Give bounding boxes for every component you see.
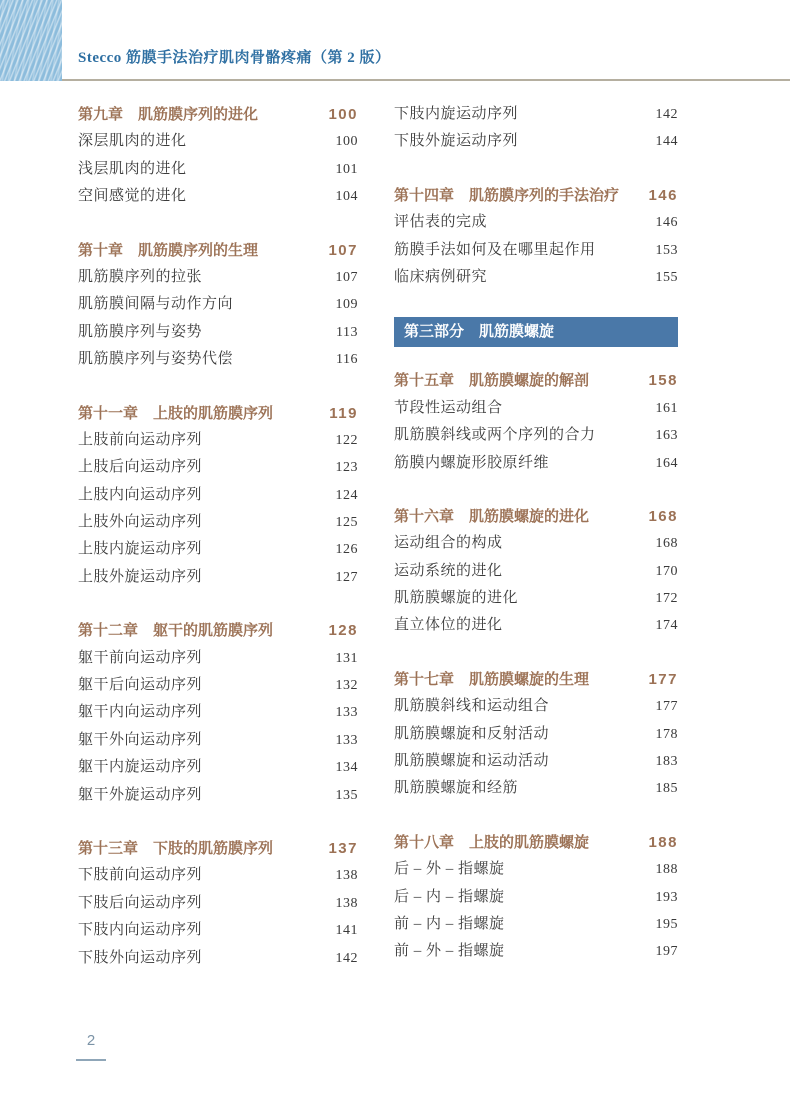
toc-entry: [394, 884, 678, 911]
chapter-heading-page-number: 107: [328, 241, 358, 259]
toc-entry-label: 浅层肌肉的进化: [78, 160, 187, 177]
chapter-heading-page-number: 128: [328, 622, 358, 640]
toc-section: [394, 182, 678, 292]
toc-entry-page-number: 170: [655, 563, 678, 579]
chapter-heading: [394, 666, 678, 693]
chapter-heading: [78, 400, 358, 427]
toc-entry: [394, 721, 678, 748]
chapter-heading-page-number: 158: [648, 372, 678, 390]
toc-entry-label: 肌筋膜序列的拉张: [78, 268, 203, 285]
toc-entry-label: 上肢外向运动序列: [78, 514, 203, 531]
toc-entry-page-number: 178: [655, 726, 678, 742]
toc-entry-page-number: 125: [335, 515, 358, 531]
toc-entry-page-number: 177: [655, 699, 678, 715]
chapter-heading-label: 第十三章 下肢的肌筋膜序列: [78, 839, 274, 857]
toc-entry-label: 上肢内向运动序列: [78, 486, 203, 503]
toc-column-right: [394, 101, 678, 966]
chapter-heading-page-number: 100: [328, 106, 358, 123]
toc-entry-label: 躯干外旋运动序列: [78, 786, 203, 803]
toc-entry: [78, 264, 358, 291]
toc-entry-label: 下肢外旋运动序列: [394, 133, 519, 150]
toc-entry: [78, 183, 358, 210]
toc-entry: [394, 748, 678, 775]
toc-entry-label: 躯干内旋运动序列: [78, 759, 203, 776]
toc-entry-label: 肌筋膜间隔与动作方向: [78, 296, 234, 313]
toc-entry-label: 深层肌肉的进化: [78, 133, 187, 150]
toc-entry-page-number: 193: [655, 889, 678, 905]
chapter-heading-page-number: 168: [648, 507, 678, 525]
toc-entry-label: 肌筋膜螺旋和反射活动: [394, 725, 550, 742]
toc-entry-label: 躯干后向运动序列: [78, 677, 203, 694]
toc-entry-label: 下肢后向运动序列: [78, 894, 203, 911]
toc-entry-label: 肌筋膜序列与姿势代偿: [78, 351, 234, 368]
toc-entry-label: 前 – 内 – 指螺旋: [394, 915, 505, 932]
toc-entry-page-number: 164: [655, 455, 678, 471]
toc-entry: [78, 346, 358, 373]
toc-entry-label: 上肢前向运动序列: [78, 431, 203, 448]
toc-entry-page-number: 146: [655, 215, 678, 231]
toc-entry-page-number: 100: [335, 134, 358, 150]
toc-entry: [78, 862, 358, 889]
chapter-heading-page-number: 137: [328, 839, 358, 857]
chapter-heading-label: 第十七章 肌筋膜螺旋的生理: [394, 670, 590, 688]
chapter-heading-label: 第十二章 躯干的肌筋膜序列: [78, 622, 274, 640]
toc-entry-label: 上肢后向运动序列: [78, 459, 203, 476]
chapter-heading-label: 第十六章 肌筋膜螺旋的进化: [394, 507, 590, 525]
toc-entry: [394, 938, 678, 965]
toc-entry-label: 筋膜手法如何及在哪里起作用: [394, 241, 596, 258]
toc-entry: [394, 101, 678, 128]
chapter-heading-label: 第十一章 上肢的肌筋膜序列: [78, 404, 274, 422]
chapter-heading: [394, 182, 678, 209]
toc-entry-label: 评估表的完成: [394, 214, 488, 231]
toc-entry: [78, 672, 358, 699]
wave-decoration: [0, 0, 62, 81]
toc-entry-label: 节段性运动组合: [394, 399, 503, 416]
toc-column-left: [78, 101, 358, 972]
chapter-heading-label: 第十八章 上肢的肌筋膜螺旋: [394, 833, 590, 851]
toc-entry-label: 肌筋膜斜线和运动组合: [394, 698, 550, 715]
toc-entry: [78, 564, 358, 591]
toc-entry-label: 肌筋膜斜线或两个序列的合力: [394, 427, 596, 444]
toc-section: [78, 101, 358, 211]
toc-entry: [78, 482, 358, 509]
toc-entry: [394, 775, 678, 802]
toc-entry-page-number: 138: [335, 895, 358, 911]
toc-entry-label: 上肢外旋运动序列: [78, 568, 203, 585]
toc-entry: [394, 856, 678, 883]
toc-entry-label: 后 – 内 – 指螺旋: [394, 888, 505, 905]
toc-entry-page-number: 113: [336, 324, 358, 340]
toc-entry-page-number: 195: [655, 916, 678, 932]
toc-entry-page-number: 174: [655, 618, 678, 634]
toc-section: [78, 617, 358, 809]
toc-entry-label: 下肢外向运动序列: [78, 949, 203, 966]
toc-entry-page-number: 138: [335, 868, 358, 884]
toc-entry: [78, 645, 358, 672]
toc-entry: [78, 699, 358, 726]
toc-entry-label: 筋膜内螺旋形胶原纤维: [394, 454, 550, 471]
toc-entry: [78, 890, 358, 917]
toc-entry: [78, 754, 358, 781]
toc-section: [78, 400, 358, 592]
chapter-heading: [394, 367, 678, 394]
toc-entry: [394, 612, 678, 639]
toc-entry-page-number: 197: [655, 944, 678, 960]
toc-entry-page-number: 133: [335, 705, 358, 721]
toc-entry-page-number: 131: [335, 650, 358, 666]
chapter-heading: [78, 237, 358, 264]
toc-entry: [394, 693, 678, 720]
toc-entry: [78, 291, 358, 318]
chapter-heading-label: 第十四章 肌筋膜序列的手法治疗: [394, 186, 620, 204]
toc-entry-page-number: 144: [655, 134, 678, 150]
toc-entry-label: 下肢内向运动序列: [78, 922, 203, 939]
toc-entry-page-number: 109: [335, 297, 358, 313]
toc-entry-label: 下肢内旋运动序列: [394, 106, 519, 122]
toc-entry-page-number: 168: [655, 536, 678, 552]
toc-section: [394, 829, 678, 966]
toc-entry: [78, 427, 358, 454]
toc-entry-label: 躯干外向运动序列: [78, 731, 203, 748]
toc-entry: [78, 509, 358, 536]
toc-section: [78, 237, 358, 374]
toc-entry-label: 躯干前向运动序列: [78, 649, 203, 666]
toc-entry-page-number: 142: [655, 107, 678, 122]
chapter-heading-page-number: 146: [648, 186, 678, 204]
toc-entry-page-number: 142: [335, 950, 358, 966]
header-divider: [62, 79, 790, 81]
toc-entry: [394, 209, 678, 236]
toc-entry-page-number: 163: [655, 428, 678, 444]
chapter-heading: [78, 617, 358, 644]
toc-entry-label: 躯干内向运动序列: [78, 704, 203, 721]
chapter-heading-page-number: 177: [648, 670, 678, 688]
toc-section: [78, 835, 358, 972]
toc-entry: [78, 782, 358, 809]
toc-entry-label: 肌筋膜螺旋和经筋: [394, 780, 519, 797]
toc-section: [394, 101, 678, 156]
toc-entry-label: 前 – 外 – 指螺旋: [394, 943, 505, 960]
toc-entry-page-number: 188: [655, 862, 678, 878]
toc-entry-page-number: 104: [335, 189, 358, 205]
toc-entry-page-number: 127: [335, 569, 358, 585]
toc-entry-page-number: 185: [655, 781, 678, 797]
toc-entry-label: 肌筋膜序列与姿势: [78, 323, 203, 340]
toc-entry: [394, 128, 678, 155]
toc-entry-label: 肌筋膜螺旋的进化: [394, 590, 519, 607]
toc-entry: [394, 237, 678, 264]
toc-section: [394, 367, 678, 477]
toc-entry-page-number: 183: [655, 754, 678, 770]
chapter-heading: [394, 829, 678, 856]
part-banner: 第三部分 肌筋膜螺旋: [394, 317, 678, 347]
toc-entry-page-number: 132: [335, 678, 358, 694]
toc-entry-page-number: 134: [335, 760, 358, 776]
toc-entry-label: 肌筋膜螺旋和运动活动: [394, 753, 550, 770]
toc-entry: [394, 530, 678, 557]
toc-entry-page-number: 124: [335, 487, 358, 503]
book-title: Stecco 筋膜手法治疗肌肉骨骼疼痛（第 2 版）: [78, 50, 391, 66]
chapter-heading-page-number: 119: [329, 404, 358, 422]
toc-entry-page-number: 135: [335, 787, 358, 803]
toc-entry: [78, 945, 358, 972]
toc-entry: [78, 727, 358, 754]
toc-entry-label: 空间感觉的进化: [78, 188, 187, 205]
toc-entry-page-number: 126: [335, 542, 358, 558]
toc-section: [394, 666, 678, 803]
toc-entry-label: 上肢内旋运动序列: [78, 541, 203, 558]
chapter-heading-label: 第九章 肌筋膜序列的进化: [78, 106, 259, 123]
toc-entry-page-number: 107: [335, 269, 358, 285]
chapter-heading: [78, 101, 358, 128]
toc-entry: [394, 585, 678, 612]
chapter-heading: [394, 503, 678, 530]
chapter-heading: [78, 835, 358, 862]
toc-entry-label: 运动系统的进化: [394, 562, 503, 579]
toc-entry-label: 临床病例研究: [394, 268, 488, 285]
toc-entry-page-number: 161: [655, 400, 678, 416]
toc-entry: [78, 917, 358, 944]
toc-entry: [394, 264, 678, 291]
toc-entry-label: 直立体位的进化: [394, 617, 503, 634]
toc-entry-page-number: 141: [335, 923, 358, 939]
toc-entry-label: 运动组合的构成: [394, 535, 503, 552]
toc-entry-page-number: 123: [335, 460, 358, 476]
chapter-heading-label: 第十五章 肌筋膜螺旋的解剖: [394, 372, 590, 390]
toc-entry: [394, 450, 678, 477]
toc-entry-page-number: 116: [336, 352, 358, 368]
toc-entry-label: 下肢前向运动序列: [78, 867, 203, 884]
toc-entry-page-number: 133: [335, 732, 358, 748]
toc-entry: [394, 395, 678, 422]
chapter-heading-label: 第十章 肌筋膜序列的生理: [78, 241, 259, 259]
toc-entry: [78, 454, 358, 481]
chapter-heading-page-number: 188: [648, 833, 678, 851]
toc-entry: [394, 422, 678, 449]
page-number: 2: [86, 1032, 96, 1049]
toc-section: [394, 503, 678, 640]
toc-entry-page-number: 153: [655, 242, 678, 258]
toc-entry: [394, 911, 678, 938]
page-number-underline: [76, 1059, 106, 1061]
toc-entry-page-number: 122: [335, 432, 358, 448]
toc-entry-page-number: 172: [655, 591, 678, 607]
toc-entry: [78, 128, 358, 155]
toc-entry: [394, 558, 678, 585]
toc-entry: [78, 536, 358, 563]
toc-entry-page-number: 155: [655, 269, 678, 285]
toc-entry-page-number: 101: [335, 161, 358, 177]
toc-entry-label: 后 – 外 – 指螺旋: [394, 861, 505, 878]
toc-entry: [78, 319, 358, 346]
toc-entry: [78, 156, 358, 183]
